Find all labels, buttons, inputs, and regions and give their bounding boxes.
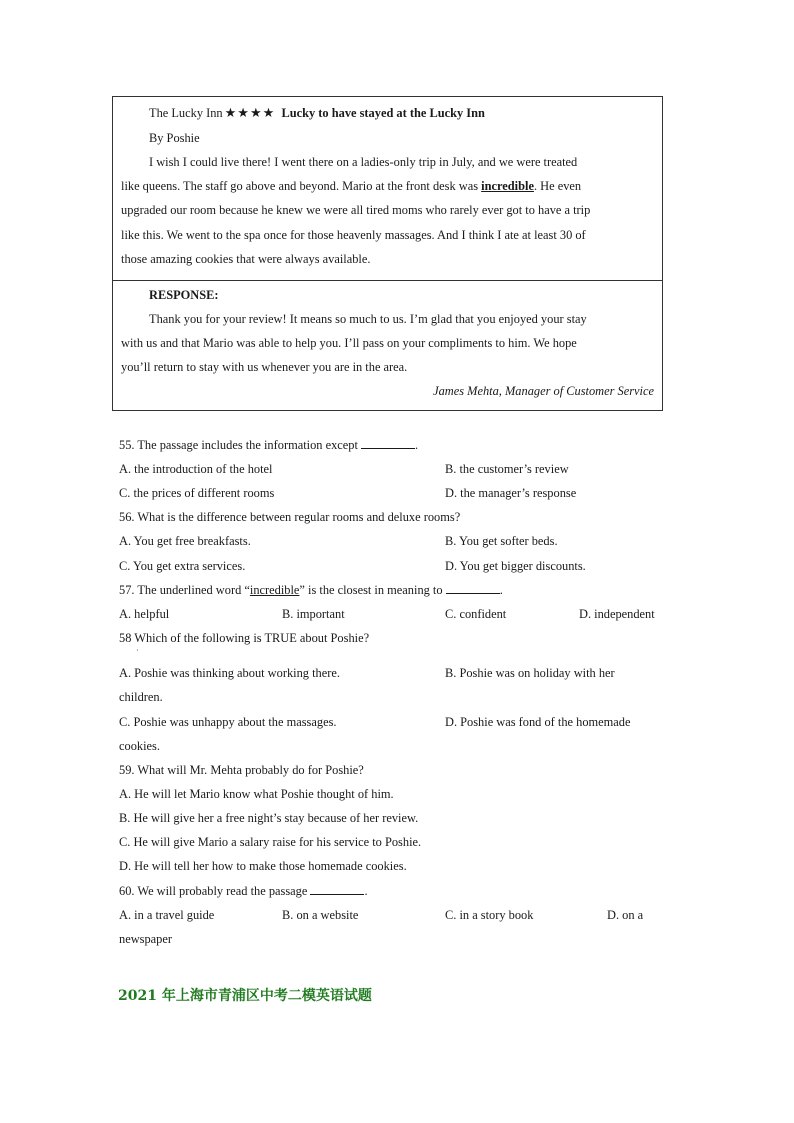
option-a: A. in a travel guide (119, 908, 215, 922)
option-a: A. You get free breakfasts. (119, 534, 251, 548)
option-d: D. You get bigger discounts. (445, 559, 586, 573)
option-c: C. You get extra services. (119, 559, 246, 573)
option-d: D. the manager’s response (445, 486, 577, 500)
review-line: like queens. The staff go above and beyond. Mario at the front desk was incredible. He even (121, 179, 582, 193)
option-d: D. He will tell her how to make those homemade cookies. (119, 859, 407, 873)
option-d: D. Poshie was fond of the homemade (445, 715, 631, 729)
option-b: B. He will give her a free night’s stay because of her review. (119, 811, 419, 825)
question-55-stem: 55. The passage includes the information except . (119, 438, 419, 452)
response-line: you’ll return to stay with us whenever you are in the area. (121, 360, 408, 374)
answer-blank (446, 582, 500, 594)
hotel-name: The Lucky Inn (149, 106, 223, 120)
underlined-keyword: incredible (481, 179, 534, 193)
answer-blank (310, 883, 364, 895)
question-60-stem: 60. We will probably read the passage . (119, 884, 368, 898)
option-c: C. the prices of different rooms (119, 486, 275, 500)
review-line: upgraded our room because he knew we were all tired moms who rarely ever got to have a trip (121, 203, 591, 217)
option-d-continued: cookies. (119, 739, 160, 753)
option-b-continued: children. (119, 690, 163, 704)
option-d: D. on a (607, 908, 644, 922)
response-label: RESPONSE: (149, 288, 219, 302)
underlined-keyword: incredible (249, 583, 300, 597)
option-c: C. in a story book (445, 908, 534, 922)
review-header (149, 105, 485, 122)
question-57-stem: 57. The underlined word “incredible” is the closest in meaning to . (119, 583, 503, 597)
option-c: C. He will give Mario a salary raise for his service to Poshie. (119, 835, 422, 849)
option-a: A. helpful (119, 607, 170, 621)
option-d: D. independent (579, 607, 655, 621)
box-divider (113, 280, 662, 281)
option-b: B. You get softer beds. (445, 534, 558, 548)
review-line: like this. We went to the spa once for those heavenly massages. And I think I ate at least 30 of (121, 228, 586, 242)
response-line: with us and that Mario was able to help you. I’ll pass on your compliments to him. We hope (121, 336, 577, 350)
option-b: B. important (282, 607, 345, 621)
option-d-continued: newspaper (119, 932, 172, 946)
review-headline: Lucky to have stayed at the Lucky Inn (281, 106, 485, 120)
rating-stars-icon: ★★★★ (224, 106, 276, 121)
review-line: those amazing cookies that were always available. (121, 252, 371, 266)
option-c: C. confident (445, 607, 507, 621)
response-signature: James Mehta, Manager of Customer Service (433, 384, 654, 398)
option-b: B. Poshie was on holiday with her (445, 666, 615, 680)
option-b: B. the customer’s review (445, 462, 569, 476)
exam-title: 2021 年上海市青浦区中考二模英语试题 (118, 988, 372, 1004)
question-59-stem: 59. What will Mr. Mehta probably do for Poshie? (119, 763, 364, 777)
review-box (112, 96, 663, 411)
option-a: A. He will let Mario know what Poshie thought of him. (119, 787, 394, 801)
response-line: Thank you for your review! It means so much to us. I’m glad that you enjoyed your stay (149, 312, 587, 326)
question-56-stem: 56. What is the difference between regular rooms and deluxe rooms? (119, 510, 461, 524)
option-a: A. Poshie was thinking about working there. (119, 666, 340, 680)
question-58-stem: 58 Which of the following is TRUE about Poshie? (119, 631, 370, 645)
option-b: B. on a website (282, 908, 359, 922)
answer-blank (361, 437, 415, 449)
option-a: A. the introduction of the hotel (119, 462, 273, 476)
review-line: I wish I could live there! I went there on a ladies-only trip in July, and we were treated (149, 155, 578, 169)
review-byline: By Poshie (149, 131, 200, 145)
option-c: C. Poshie was unhappy about the massages. (119, 715, 337, 729)
stray-dot: · (136, 646, 139, 655)
